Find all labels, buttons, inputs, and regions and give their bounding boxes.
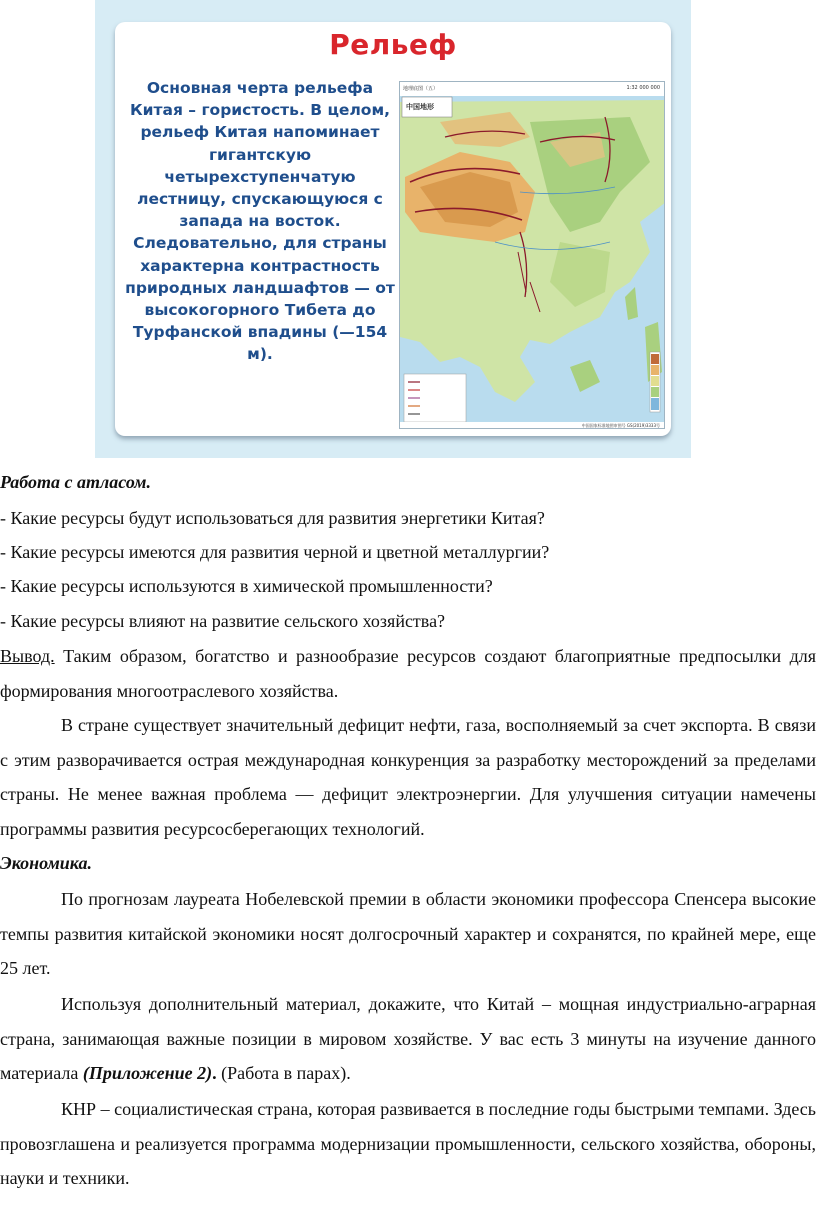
task-pair-work: (Работа в парах). xyxy=(216,1063,351,1083)
task-paragraph xyxy=(0,987,816,1091)
map-footer: 中国国家标准地图审图号 GS(2019)3333号 xyxy=(581,423,660,428)
appendix-reference: (Приложение 2) xyxy=(82,1063,213,1083)
task-period: . xyxy=(212,1063,217,1083)
prc-paragraph: КНР – социалистическая страна, которая развивается в последние годы быстрыми темпами. Здесь провозглашена и реализуется программа модернизации промышленности, сельского хозяйства, обороны, науки и техники. xyxy=(0,1099,816,1188)
question-chemistry: - Какие ресурсы используются в химической промышленности? xyxy=(0,576,493,596)
slide-image xyxy=(95,0,691,458)
relief-map-graphic xyxy=(400,82,665,429)
map-header-left: 地理底图（五） xyxy=(403,86,439,92)
conclusion-text: Таким образом, богатство и разнообразие ресурсов создают благоприятные предпосылки для формирования многоотраслевого хозяйства. xyxy=(0,646,816,701)
economy-heading: Экономика. xyxy=(0,853,92,873)
atlas-heading: Работа с атласом. xyxy=(0,472,151,492)
conclusion-label: Вывод. xyxy=(0,646,55,666)
slide-description: Основная черта рельефа Китая – гористость. В целом, рельеф Китая напоминает гигантскую четырехступенчатую лестницу, спускающуюся с запада на восток. Следовательно, для страны характерна контрастность природных ландшафтов — от высокогорного Тибета до Турфанской впадины (—154 м). xyxy=(125,79,395,364)
forecast-paragraph: По прогнозам лауреата Нобелевской премии в области экономики профессора Спенсера высокие темпы развития китайской экономики носят долгосрочный характер и сохранятся, по крайней мере, еще 25 лет. xyxy=(0,889,816,978)
map-scale: 1:32 000 000 xyxy=(626,85,660,91)
slide-card xyxy=(115,22,671,436)
map-title: 中国地形 xyxy=(406,103,434,111)
task-text: Используя дополнительный материал, докажите, что Китай – мощная индустриально-аграрная страна, занимающая важные позиции в мировом хозяйстве. У вас есть 3 минуты на изучение данного материала xyxy=(0,994,816,1083)
deficit-paragraph: В стране существует значительный дефицит нефти, газа, восполняемый за счет экспорта. В связи с этим разворачивается острая международная конкуренция за разработку месторождений за пределами страны. Не менее важная проблема — дефицит электроэнергии. Для улучшения ситуации намечены программы развития ресурсосберегающих технологий. xyxy=(0,715,816,839)
question-agriculture: - Какие ресурсы влияют на развитие сельского хозяйства? xyxy=(0,611,446,631)
conclusion-paragraph xyxy=(0,639,816,708)
question-energy: - Какие ресурсы будут использоваться для развития энергетики Китая? xyxy=(0,508,545,528)
question-metallurgy: - Какие ресурсы имеются для развития черной и цветной металлургии? xyxy=(0,542,550,562)
relief-map xyxy=(399,81,665,429)
slide-title: Рельеф xyxy=(329,28,457,61)
